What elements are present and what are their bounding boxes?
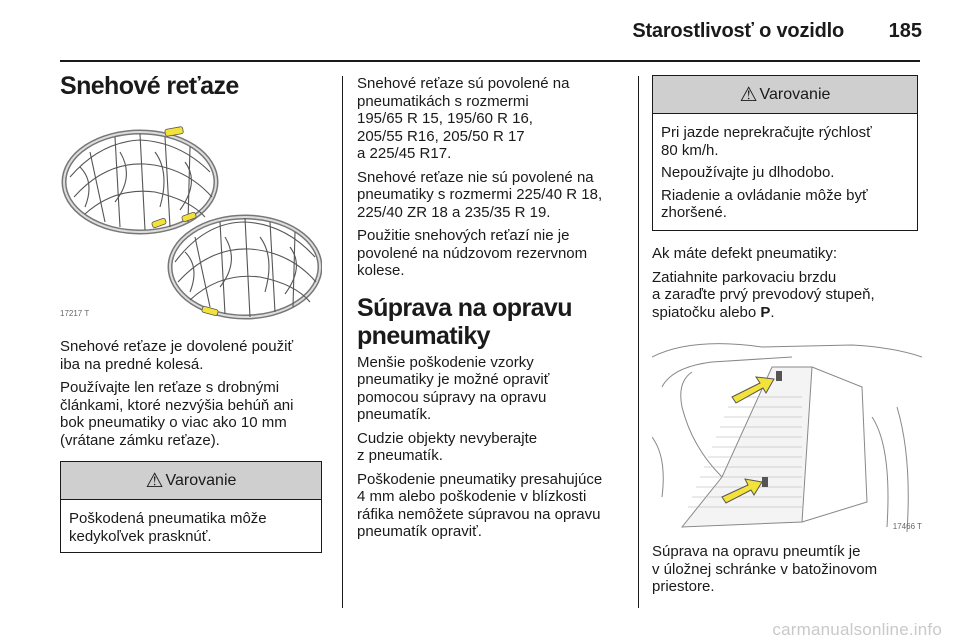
warning-box xyxy=(652,75,918,231)
snow-chains-text xyxy=(60,338,330,449)
figure-code: 17466 T xyxy=(892,522,922,531)
watermark: carmanualsonline.info xyxy=(772,620,942,639)
paragraph: Používajte len reťaze s drobnými článkami, ktoré nezvýšia behúň ani bok pneumatiky o viac ako 10 mm (vrátane zámku reťaze). xyxy=(60,379,294,449)
section-title-snow-chains: Snehové reťaze xyxy=(60,72,239,100)
paragraph: Snehové reťaze nie sú povolené na pneumatiky s rozmermi 225/40 R 18, 225/40 ZR 18 a 235/35 R 19. xyxy=(357,168,603,221)
paragraph: Menšie poškodenie vzorky pneumatiky je možné opraviť pomocou súpravy na opravu pneumatík. xyxy=(357,353,550,423)
column-1 xyxy=(60,66,330,553)
warning-triangle-icon: ⚠ xyxy=(145,469,164,492)
warning-title: Varovanie xyxy=(759,85,831,103)
figure-caption: Súprava na opravu pneumtík je v úložnej schránke v batožinovom priestore. xyxy=(652,543,878,595)
paragraph: Poškodenie pneumatiky presahujúce 4 mm alebo poškodenie v blízkosti ráfika nemôžete súpravou na opravu pneumatík opraviť. xyxy=(357,470,603,540)
column-2 xyxy=(357,75,627,547)
paragraph: Ak máte defekt pneumatiky: xyxy=(652,245,838,262)
paragraph: Snehové reťaze sú povolené na pneumatikách s rozmermi 195/65 R 15, 195/60 R 16, 205/55 R16, 205/50 R 17 a 225/45 R17. xyxy=(357,75,570,162)
warning-triangle-icon: ⚠ xyxy=(739,83,758,106)
header-rule xyxy=(60,60,920,62)
page-header xyxy=(0,16,960,48)
paragraph: Použitie snehových reťazí nie je povolené na núdzovom rezervnom kolese. xyxy=(357,227,588,279)
column-divider-1 xyxy=(342,76,343,608)
header-title: Starostlivosť o vozidlo xyxy=(632,20,844,42)
section-title-tyre-repair-kit: Súprava na opravu pneumatiky xyxy=(357,293,572,350)
page-number: 185 xyxy=(888,20,922,42)
warning-header xyxy=(61,462,321,500)
repair-kit-figure xyxy=(652,327,922,537)
warning-paragraph: Pri jazde neprekračujte rýchlosť 80 km/h. xyxy=(661,124,872,159)
gear-instruction: Zatiahnite parkovaciu brzdu a zaraďte prvý prevodový stupeň, spiatočku alebo xyxy=(652,268,875,321)
gear-suffix: . xyxy=(770,303,775,321)
trunk-compartment-illustration xyxy=(652,327,922,537)
warning-body xyxy=(653,114,917,235)
warning-box xyxy=(60,461,322,553)
snow-chains-figure xyxy=(60,122,322,324)
gear-letter: P xyxy=(760,303,771,321)
warning-paragraph: Riadenie a ovládanie môže byť zhoršené. xyxy=(661,186,868,221)
warning-title: Varovanie xyxy=(165,471,237,489)
snow-chains-illustration xyxy=(60,122,322,324)
figure-code: 17217 T xyxy=(60,309,90,318)
flat-tyre-text xyxy=(652,245,922,321)
warning-paragraph: Poškodená pneumatika môže kedykoľvek prasknúť. xyxy=(69,510,267,545)
column-divider-2 xyxy=(638,76,639,608)
warning-body xyxy=(61,500,321,558)
warning-header xyxy=(653,76,917,114)
paragraph xyxy=(652,269,922,322)
paragraph: Cudzie objekty nevyberajte z pneumatík. xyxy=(357,429,538,464)
paragraph: Snehové reťaze je dovolené použiť iba na predné kolesá. xyxy=(60,338,294,373)
column-3 xyxy=(652,75,922,602)
warning-paragraph: Nepoužívajte ju dlhodobo. xyxy=(661,164,835,181)
